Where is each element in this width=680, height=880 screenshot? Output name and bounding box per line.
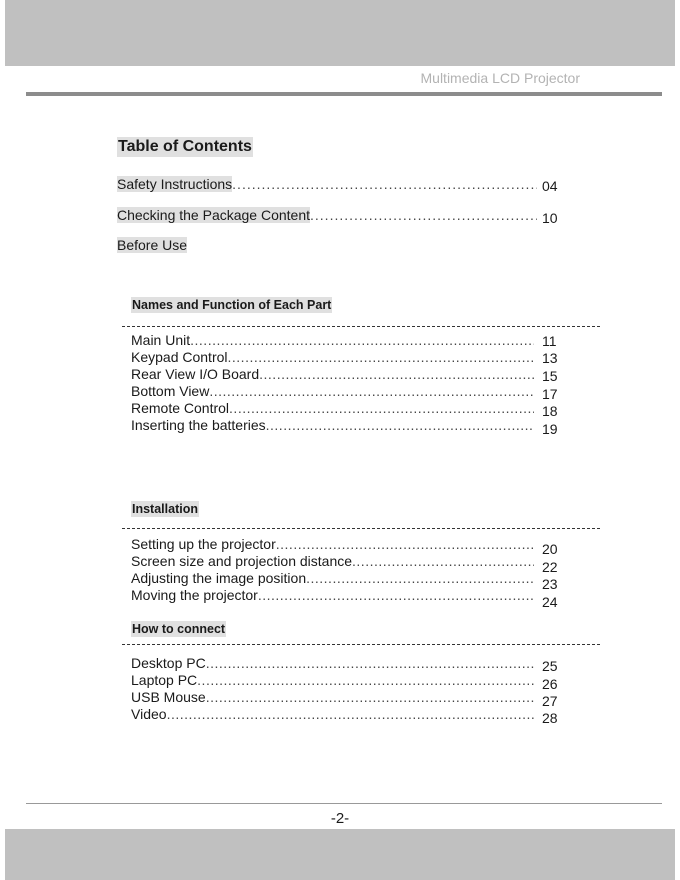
dot-leader (232, 176, 537, 192)
toc-subentry[interactable] (131, 587, 534, 603)
dot-leader (310, 207, 537, 223)
toc-subentry-label: Setting up the projector (131, 536, 276, 552)
toc-subentry-page: 24 (542, 594, 558, 610)
dot-leader (306, 570, 534, 586)
toc-subentry[interactable] (131, 553, 534, 569)
toc-subentry[interactable] (131, 332, 534, 348)
toc-subentry[interactable] (131, 536, 534, 552)
toc-entry-label: Before Use (117, 237, 188, 253)
dot-leader (206, 689, 534, 705)
toc-subentry[interactable] (131, 570, 534, 586)
toc-subentry-page: 25 (542, 658, 558, 674)
toc-subentry-page: 13 (542, 350, 558, 366)
top-band (5, 0, 675, 66)
toc-subentry[interactable] (131, 366, 534, 382)
toc-subentry[interactable] (131, 417, 534, 433)
dot-leader (229, 400, 534, 416)
toc-subentry-page: 17 (542, 386, 558, 402)
dashed-divider (122, 528, 600, 529)
toc-subentry-page: 15 (542, 368, 558, 384)
toc-subentry-label: Screen size and projection distance (131, 553, 353, 569)
toc-subentry-page: 19 (542, 421, 558, 437)
toc-subentry-label: Remote Control (131, 400, 230, 416)
toc-title: Table of Contents (118, 138, 252, 155)
dashed-divider (122, 644, 600, 645)
toc-subentry-page: 26 (542, 676, 558, 692)
footer-rule (26, 803, 662, 804)
toc-entry[interactable] (117, 176, 537, 192)
dot-leader (209, 383, 534, 399)
page-number: -2- (330, 810, 350, 827)
toc-subentry-label: Moving the projector (131, 587, 258, 603)
toc-subentry-page: 20 (542, 541, 558, 557)
section-title: Names and Function of Each Part (132, 298, 332, 312)
toc-subentry-page: 28 (542, 710, 558, 726)
toc-entry-page: 10 (542, 210, 558, 226)
toc-subentry[interactable] (131, 706, 534, 722)
dot-leader (206, 655, 534, 671)
toc-subentry-page: 22 (542, 559, 558, 575)
toc-subentry[interactable] (131, 689, 534, 705)
toc-subentry-label: Adjusting the image position (131, 570, 307, 586)
section-title: Installation (132, 502, 198, 516)
dot-leader (276, 536, 534, 552)
toc-subentry-page: 11 (542, 333, 557, 349)
toc-subentry-label: Video (131, 706, 167, 722)
header-title: Multimedia LCD Projector (420, 70, 580, 86)
toc-subentry-label: Rear View I/O Board (131, 366, 260, 382)
header-rule (26, 92, 662, 96)
dot-leader (352, 553, 534, 569)
toc-entry[interactable] (117, 237, 187, 253)
dot-leader (167, 706, 534, 722)
toc-subentry[interactable] (131, 655, 534, 671)
toc-subentry-page: 18 (542, 403, 558, 419)
toc-subentry-label: Keypad Control (131, 349, 228, 365)
toc-subentry-label: Bottom View (131, 383, 210, 399)
toc-subentry-label: USB Mouse (131, 689, 206, 705)
toc-subentry[interactable] (131, 400, 534, 416)
toc-subentry-page: 27 (542, 693, 558, 709)
toc-subentry[interactable] (131, 383, 534, 399)
toc-subentry-label: Inserting the batteries (131, 417, 266, 433)
dot-leader (190, 332, 534, 348)
toc-subentry-label: Desktop PC (131, 655, 206, 671)
toc-entry-page: 04 (542, 178, 558, 194)
toc-entry-label: Checking the Package Content (117, 207, 311, 223)
dot-leader (266, 417, 534, 433)
toc-entry[interactable] (117, 207, 537, 223)
dot-leader (197, 672, 534, 688)
toc-subentry-page: 23 (542, 576, 558, 592)
toc-subentry[interactable] (131, 349, 534, 365)
toc-subentry[interactable] (131, 672, 534, 688)
toc-subentry-label: Main Unit (131, 332, 191, 348)
dot-leader (259, 366, 534, 382)
dot-leader (228, 349, 534, 365)
dashed-divider (122, 326, 600, 327)
toc-entry-label: Safety Instructions (117, 176, 233, 192)
bottom-band (5, 829, 675, 880)
section-title: How to connect (132, 622, 226, 636)
toc-subentry-label: Laptop PC (131, 672, 198, 688)
dot-leader (258, 587, 534, 603)
